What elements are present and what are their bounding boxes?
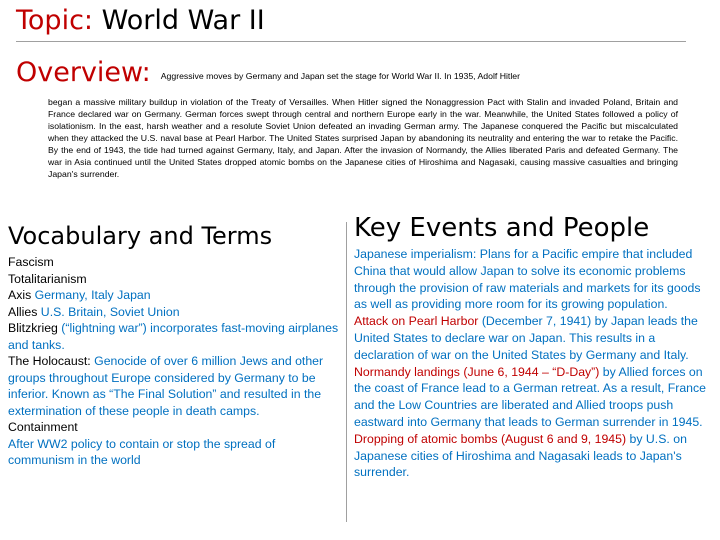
event-atomic-term: Dropping of atomic bombs xyxy=(354,431,498,446)
vocab-containment-def: After WW2 policy to contain or stop the spread of communism in the world xyxy=(8,436,276,467)
overview-text-start: Aggressive moves by Germany and Japan set the stage for World War II. In 1935, Adolf Hitler xyxy=(160,71,521,81)
vocab-fascism: Fascism xyxy=(8,255,54,269)
vocab-allies xyxy=(8,304,344,321)
event-atomic-date: (August 6 and 9, 1945) xyxy=(497,431,627,446)
vocab-allies-def: U.S. Britain, Soviet Union xyxy=(37,304,180,319)
vocab-holocaust-term: The Holocaust: xyxy=(8,354,91,368)
event-pearl-date: (December 7, 1941) xyxy=(478,314,592,329)
vocab-holocaust-def: Genocide of over 6 million Jews and other groups throughout Europe considered by Germany to be inferior. Known as “The Final Solution” and resulted in the extermination of these people in death camps. xyxy=(8,354,324,418)
overview-text: began a massive military buildup in violation of the Treaty of Versailles. When Hitler signed the Nonaggression Pact with Stalin and invaded Poland, Britain and France declared war on Germany. German forces swept through central and northern Europe early in the war. Meanwhile, the United States followed a policy of isolationism. In the east, harsh weather and a resolute Soviet Union defeated an invading German army. The Japanese conquered the Pacific but miscalculated when they attacked the U.S. naval base at Pearl Harbor. The United States surprised Japan by abandoning its neutrality and entering the war to retake the Pacific. By the end of 1943, the tide had turned against Germany, Italy, and Japan. After the invasion of Normandy, the Allies liberated Paris and defeated Germany. The war in Asia continued until the United States dropped atomic bombs on the Japanese cities of Hiroshima and Nagasaki, causing massive casualties and bringing Japan's surrender. xyxy=(48,97,678,179)
vocab-totalitarianism: Totalitarianism xyxy=(8,271,87,286)
events-list xyxy=(354,246,716,481)
event-normandy-term: Normandy landings xyxy=(354,364,460,379)
vocab-blitz-term: Blitzkrieg xyxy=(8,321,58,335)
event-pearl-harbor xyxy=(354,313,716,363)
overview-heading xyxy=(16,56,520,90)
vocab-allies-term: Allies xyxy=(8,304,38,319)
header-divider xyxy=(16,41,686,42)
event-pearl-term: Attack on Pearl Harbor xyxy=(354,314,479,329)
overview-label: Overview: xyxy=(16,57,151,88)
topic-value: World War II xyxy=(101,5,265,36)
event-atomic-def: by U.S. on Japanese cities of Hiroshima and Nagasaki leads to Japan's surrender. xyxy=(354,431,687,480)
event-pearl-def: by Japan leads the United States to declare war on Japan. This results in a declaration of war on the United States by Germany and Italy. xyxy=(354,314,698,362)
vocab-containment: Containment xyxy=(8,420,78,434)
vocab-axis-def: Germany, Italy Japan xyxy=(31,288,151,302)
vocab-blitzkrieg xyxy=(8,320,344,353)
vocab-axis xyxy=(8,287,344,304)
event-normandy-date: (June 6, 1944 – “D-Day”) xyxy=(459,364,600,379)
vocab-blitz-def: (“lightning war”) incorporates fast-moving airplanes and tanks. xyxy=(8,321,339,352)
vocab-axis-term: Axis xyxy=(8,288,32,302)
vocab-title: Vocabulary and Terms xyxy=(8,222,273,250)
vocab-list xyxy=(8,254,344,469)
event-normandy xyxy=(354,364,716,431)
event-imperialism xyxy=(354,246,716,313)
event-normandy-def: by Allied forces on the coast of France lead to a German retreat. As a result, France and the Low Countries are liberated and Allied troops push eastward into Germany that leads to German surrender in 1945. xyxy=(354,364,706,429)
event-imperialism-term: Japanese imperialism: xyxy=(354,247,477,261)
event-atomic-bombs xyxy=(354,431,716,481)
event-imperialism-def: Plans for a Pacific empire that included China that would allow Japan to solve its economic problems through the provision of raw materials and markets for its goods as well as providing more room for its growing population. xyxy=(354,247,701,312)
vocab-holocaust xyxy=(8,353,344,419)
topic-heading xyxy=(16,4,265,38)
column-divider xyxy=(346,222,347,522)
topic-label: Topic: xyxy=(16,5,94,36)
events-title: Key Events and People xyxy=(354,213,650,243)
